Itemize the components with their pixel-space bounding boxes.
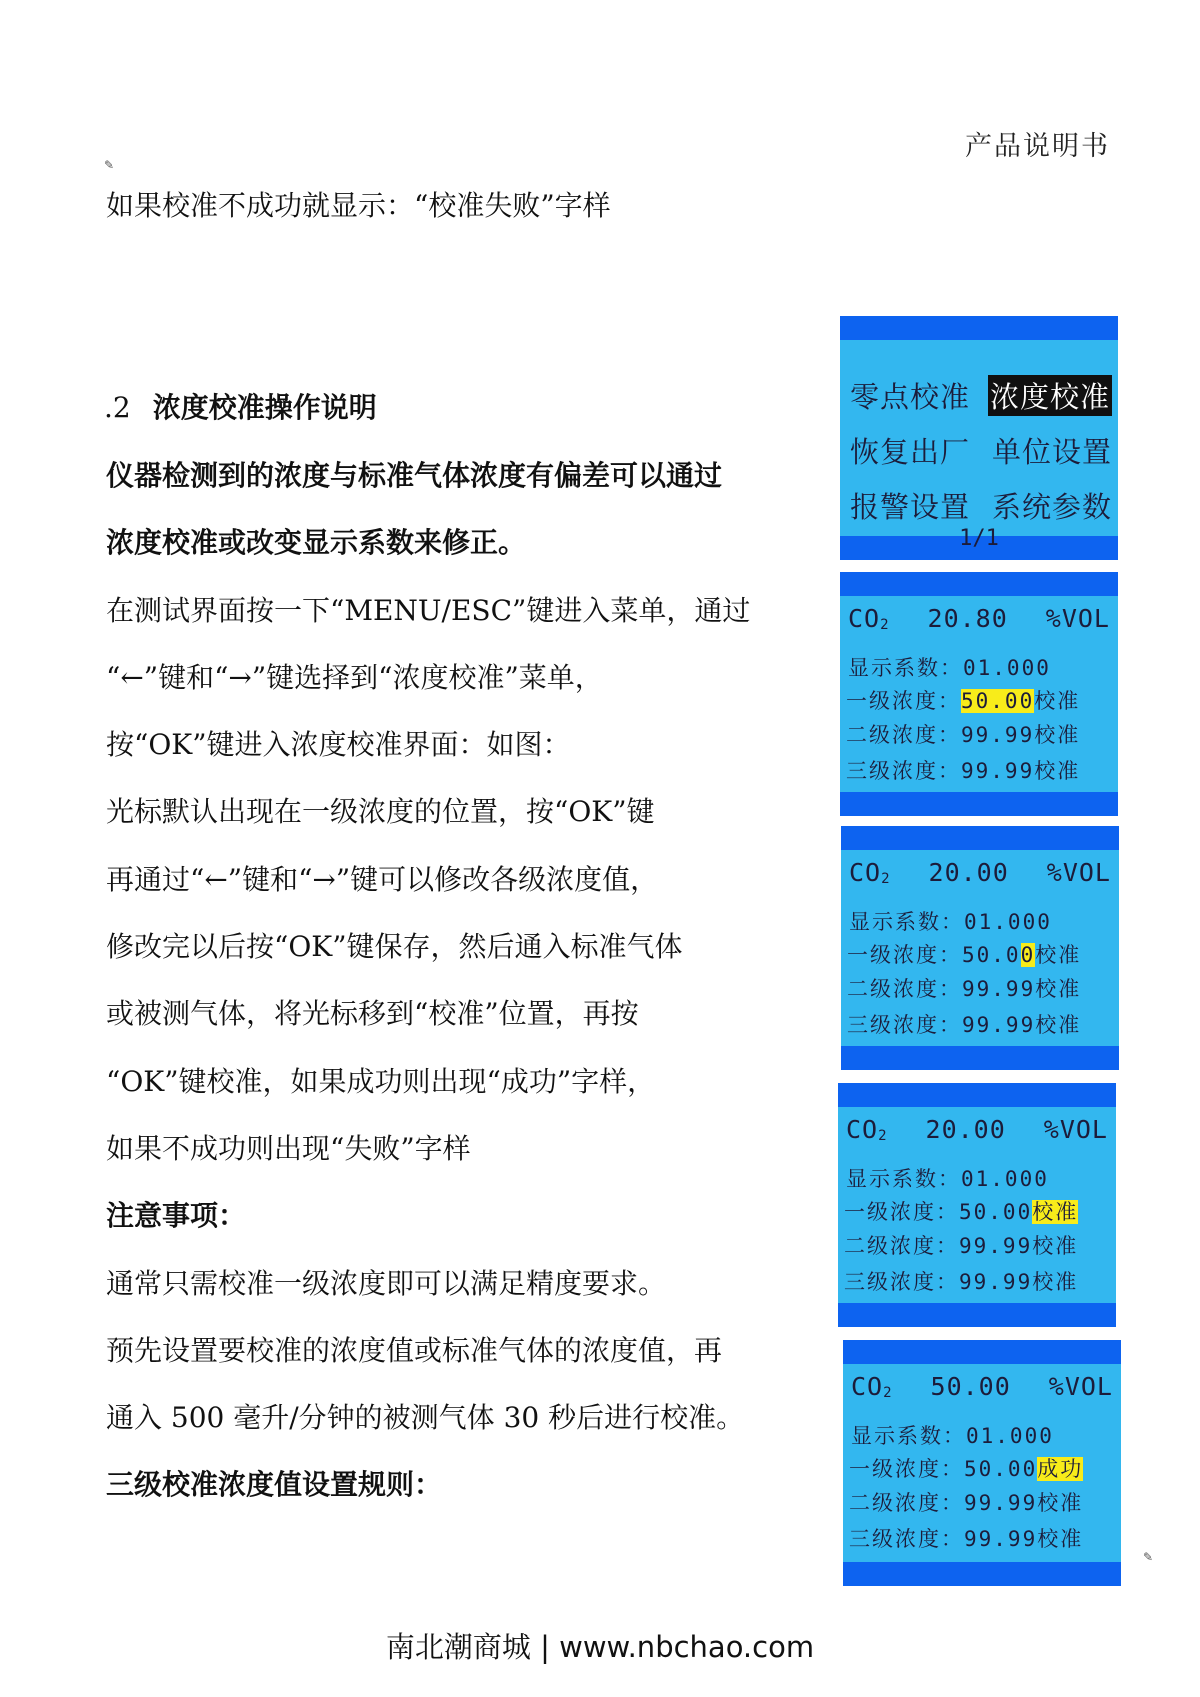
level-1-concentration-row: 一级浓度：50.00成功 <box>849 1457 1084 1481</box>
menu-item-system-parameters: 系统参数 <box>991 490 1112 524</box>
paragraph-line: 光标默认出现在一级浓度的位置，按“OK”键 <box>106 795 655 829</box>
display-coefficient-row: 显示系数：01.000 <box>848 656 1051 680</box>
calibration-screen <box>841 826 1119 1070</box>
paragraph-line: “OK”键校准，如果成功则出现“成功”字样， <box>106 1064 656 1098</box>
pen-mark-icon: ✎ <box>1143 1550 1154 1564</box>
gas-reading: 50.00 <box>930 1372 1011 1401</box>
reading-unit: %VOL <box>1043 1115 1108 1144</box>
level-1-concentration-row: 一级浓度：50.00校准 <box>844 1200 1079 1224</box>
level-1-concentration-row: 一级浓度：50.00校准 <box>847 943 1082 967</box>
success-highlight: 成功 <box>1037 1457 1084 1481</box>
paragraph-line: 通常只需校准一级浓度即可以满足精度要求。 <box>106 1266 667 1300</box>
level-2-concentration-row: 二级浓度：99.99校准 <box>844 1234 1079 1258</box>
level-3-concentration-row: 三级浓度：99.99校准 <box>847 1013 1082 1037</box>
document-header-title: 产品说明书 <box>965 131 1110 162</box>
paragraph-line: 如果不成功则出现“失败”字样 <box>106 1131 471 1165</box>
cursor-highlight: 0 <box>1020 943 1036 967</box>
site-footer-watermark: 南北潮商城 | www.nbchao.com <box>385 1630 815 1664</box>
level-2-concentration-row: 二级浓度：99.99校准 <box>849 1491 1084 1515</box>
reading-unit: %VOL <box>1048 1372 1113 1401</box>
cursor-highlight: 50.00 <box>961 689 1035 713</box>
menu-item-alarm-settings: 报警设置 <box>850 490 971 524</box>
gas-reading: 20.00 <box>925 1115 1006 1144</box>
device-menu-screen <box>840 316 1118 560</box>
display-coefficient-row: 显示系数：01.000 <box>846 1167 1049 1191</box>
menu-item-unit-settings: 单位设置 <box>991 435 1112 469</box>
calibration-screen <box>843 1340 1121 1586</box>
menu-page-indicator: 1/1 <box>959 526 999 551</box>
gas-reading: 20.80 <box>927 604 1008 633</box>
paragraph-line: 在测试界面按一下“MENU/ESC”键进入菜单，通过 <box>106 593 751 627</box>
gas-name: $CO_2$ <box>848 604 890 633</box>
section-number: .2 <box>104 391 131 424</box>
rules-heading: 三级校准浓度值设置规则： <box>106 1468 443 1502</box>
menu-item-factory-reset: 恢复出厂 <box>850 435 971 469</box>
calibration-screen <box>838 1083 1116 1327</box>
paragraph-line: 通入 500 毫升/分钟的被测气体 30 秒后进行校准。 <box>106 1401 745 1435</box>
section-heading <box>104 386 377 426</box>
gas-reading: 20.00 <box>928 858 1009 887</box>
section-title: 浓度校准操作说明 <box>152 391 377 424</box>
paragraph-line: 预先设置要校准的浓度值或标准气体的浓度值，再 <box>106 1333 723 1367</box>
level-2-concentration-row: 二级浓度：99.99校准 <box>846 723 1081 747</box>
notes-heading: 注意事项： <box>106 1199 247 1233</box>
level-3-concentration-row: 三级浓度：99.99校准 <box>849 1527 1084 1551</box>
menu-item-span-calibration-selected: 浓度校准 <box>988 375 1112 416</box>
level-3-concentration-row: 三级浓度：99.99校准 <box>846 759 1081 783</box>
display-coefficient-row: 显示系数：01.000 <box>849 910 1052 934</box>
level-1-concentration-row: 一级浓度：50.00校准 <box>846 689 1081 713</box>
instruction-text <box>106 442 786 1519</box>
display-coefficient-row: 显示系数：01.000 <box>851 1424 1054 1448</box>
level-3-concentration-row: 三级浓度：99.99校准 <box>844 1270 1079 1294</box>
calibration-screen <box>840 572 1118 816</box>
gas-name: $CO_2$ <box>846 1115 888 1144</box>
paragraph-line: 或被测气体，将光标移到“校准”位置，再按 <box>106 997 639 1031</box>
paragraph-line: 浓度校准或改变显示系数来修正。 <box>106 526 527 560</box>
gas-name: $CO_2$ <box>849 858 891 887</box>
paragraph-line: 修改完以后按“OK”键保存，然后通入标准气体 <box>106 930 683 964</box>
paragraph-line: 按“OK”键进入浓度校准界面：如图： <box>106 728 571 762</box>
gas-name: $CO_2$ <box>851 1372 893 1401</box>
paragraph-line: 仪器检测到的浓度与标准气体浓度有偏差可以通过 <box>106 459 723 492</box>
menu-item-zero-calibration: 零点校准 <box>850 380 971 414</box>
paragraph-line: “←”键和“→”键选择到“浓度校准”菜单， <box>106 660 603 694</box>
paragraph-line: 再通过“←”键和“→”键可以修改各级浓度值， <box>106 862 659 896</box>
reading-unit: %VOL <box>1045 604 1110 633</box>
reading-unit: %VOL <box>1046 858 1111 887</box>
pen-mark-icon: ✎ <box>104 158 115 172</box>
cursor-highlight: 校准 <box>1032 1200 1079 1224</box>
calibration-failure-note: 如果校准不成功就显示：“校准失败”字样 <box>106 189 611 222</box>
level-2-concentration-row: 二级浓度：99.99校准 <box>847 977 1082 1001</box>
